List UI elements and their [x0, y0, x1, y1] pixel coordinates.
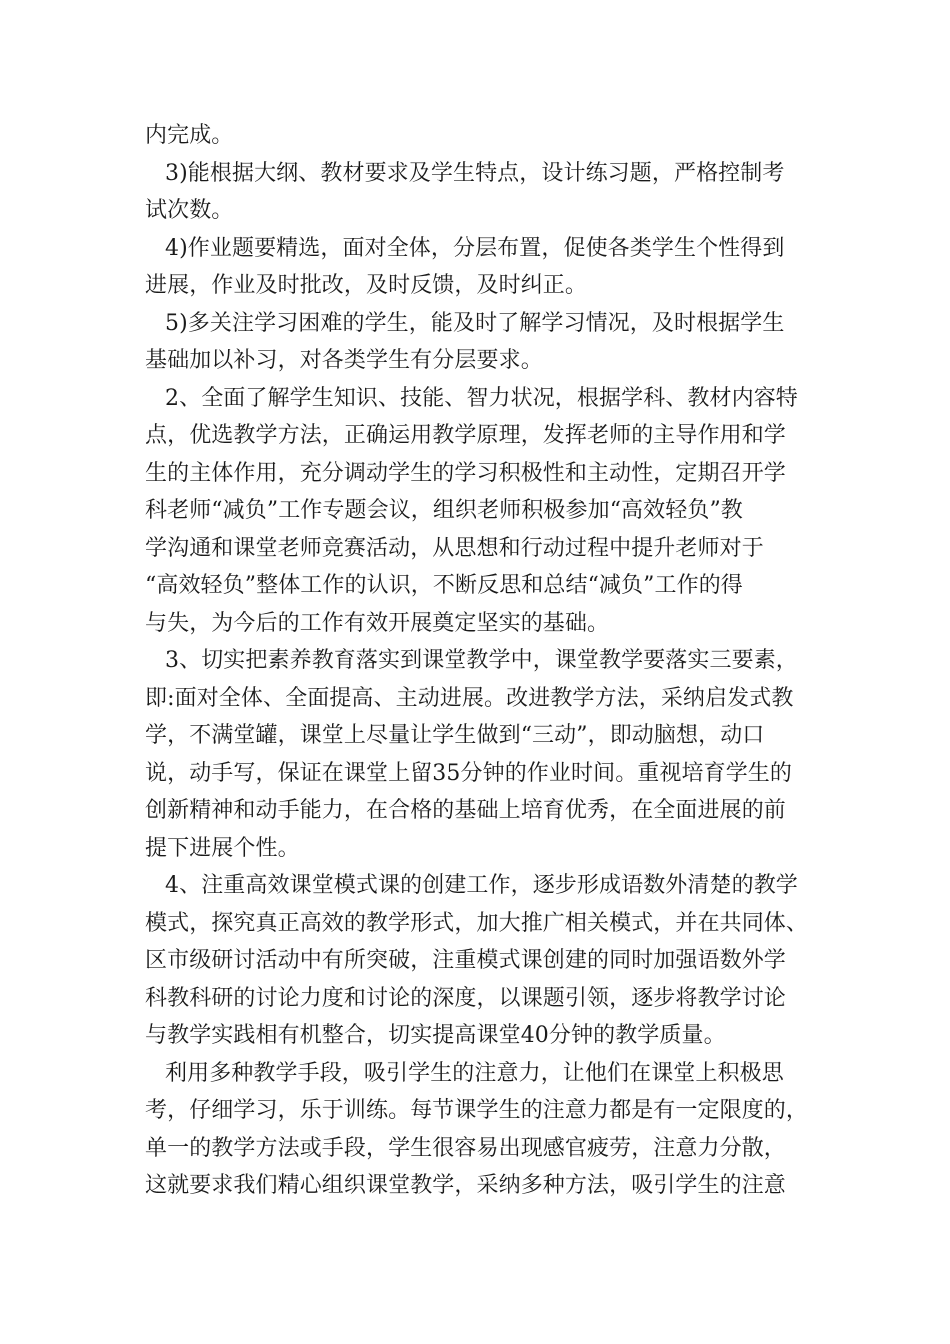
text-line: 学沟通和课堂老师竞赛活动，从思想和行动过程中提升老师对于 — [145, 535, 764, 561]
text-line: 3)能根据大纲、教材要求及学生特点，设计练习题，严格控制考 — [165, 160, 785, 186]
text-line: 考，仔细学习，乐于训练。每节课学生的注意力都是有一定限度的， — [145, 1098, 809, 1123]
text-line: 单一的教学方法或手段，学生很容易出现感官疲劳，注意力分散， — [145, 1135, 786, 1161]
text-line: 学，不满堂罐，课堂上尽量让学生做到“三动”，即动脑想，动口 — [145, 723, 765, 748]
text-line: 与失，为今后的工作有效开展奠定坚实的基础。 — [145, 610, 610, 636]
text-line: 模式，探究真正高效的教学形式，加大推广相关模式，并在共同体、 — [145, 910, 809, 936]
text-line: 3、切实把素养教育落实到课堂教学中，课堂教学要落实三要素， — [165, 648, 798, 673]
text-line: 试次数。 — [145, 198, 234, 223]
text-line: “高效轻负”整体工作的认识，不断反思和总结“减负”工作的得 — [145, 573, 743, 598]
text-line: 创新精神和动手能力，在合格的基础上培育优秀，在全面进展的前 — [145, 798, 786, 823]
text-line: 提下进展个性。 — [145, 835, 300, 861]
text-line: 4、注重高效课堂模式课的创建工作，逐步形成语数外清楚的教学 — [165, 873, 798, 898]
text-line: 2、全面了解学生知识、技能、智力状况，根据学科、教材内容特 — [165, 385, 798, 411]
text-line: 内完成。 — [145, 123, 234, 148]
text-line: 科教科研的讨论力度和讨论的深度，以课题引领，逐步将教学讨论 — [145, 985, 786, 1011]
text-line: 即:面对全体、全面提高、主动进展。改进教学方法，采纳启发式教 — [145, 685, 794, 711]
text-line: 4)作业题要精选，面对全体，分层布置，促使各类学生个性得到 — [165, 235, 785, 261]
text-line: 与教学实践相有机整合，切实提高课堂40分钟的教学质量。 — [145, 1023, 726, 1048]
text-line: 进展，作业及时批改，及时反馈，及时纠正。 — [145, 273, 588, 298]
text-line: 说，动手写，保证在课堂上留35分钟的作业时间。重视培育学生的 — [145, 760, 792, 786]
text-line: 生的主体作用，充分调动学生的学习积极性和主动性，定期召开学 — [145, 460, 786, 486]
text-line: 点，优选教学方法，正确运用教学原理，发挥老师的主导作用和学 — [145, 423, 786, 448]
text-line: 这就要求我们精心组织课堂教学，采纳多种方法，吸引学生的注意 — [145, 1173, 786, 1198]
text-line: 5)多关注学习困难的学生，能及时了解学习情况，及时根据学生 — [165, 310, 785, 336]
document-body — [145, 117, 815, 1205]
text-line: 利用多种教学手段，吸引学生的注意力，让他们在课堂上积极思 — [165, 1060, 784, 1086]
text-line: 科老师“减负”工作专题会议，组织老师积极参加“高效轻负”教 — [145, 498, 743, 523]
text-line: 区市级研讨活动中有所突破，注重模式课创建的同时加强语数外学 — [145, 948, 786, 973]
text-line: 基础加以补习，对各类学生有分层要求。 — [145, 348, 543, 373]
